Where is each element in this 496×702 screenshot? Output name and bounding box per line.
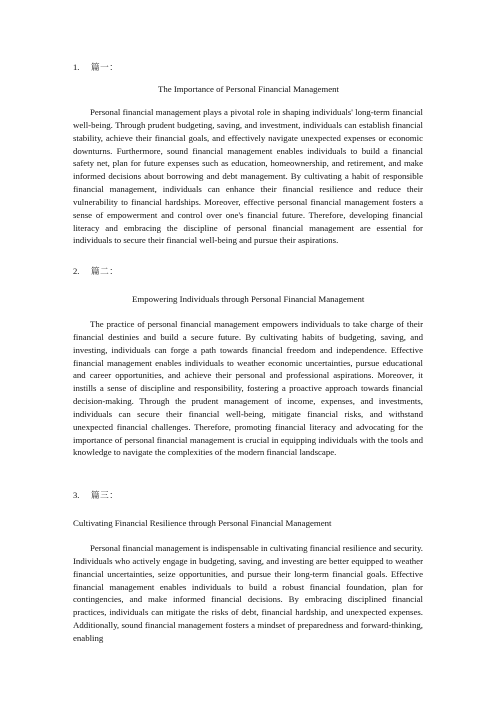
section-3-label: 篇三： [91,490,119,500]
section-2-title: Empowering Individuals through Personal Financial Management [132,294,365,304]
section-3-body: Personal financial management is indispensable in cultivating financial resilience and security. Individuals who actively engage in budgeting, saving, and investing are better equipped to weather financial uncertainties, seize opportunities, and pursue their long-term financial goals. Effective financial management enables individuals to build a robust financial foundation, plan for contingencies, and make informed financial decisions. By embracing disciplined financial practices, individuals can mitigate the risks of debt, financial hardship, and unexpected expenses. Additionally, sound financial management fosters a mindset of preparedness and forward-thinking, enabling [73,543,423,643]
section-2-number: 2. [73,266,80,276]
section-1-label: 篇一： [91,62,119,72]
section-3-number: 3. [73,490,80,500]
section-1-number: 1. [73,62,80,72]
section-2-heading [73,266,118,277]
section-2-body: The practice of personal financial management empowers individuals to take charge of their financial destinies and build a secure future. By cultivating habits of budgeting, saving, and investing, individuals can forge a path towards financial freedom and independence. Effective financial management enables individuals to weather economic uncertainties, pursue educational and career opportunities, and achieve their personal and professional aspirations. Moreover, it instills a sense of discipline and responsibility, fostering a proactive approach towards financial decision-making. Through the prudent management of income, expenses, and investments, individuals can secure their financial well-being, mitigate financial risks, and withstand unexpected financial challenges. Therefore, promoting financial literacy and advocating for the importance of personal financial management is crucial in equipping individuals with the tools and knowledge to navigate the complexities of the modern financial landscape. [73,319,423,458]
section-2-label: 篇二： [91,266,119,276]
section-3-title: Cultivating Financial Resilience through Personal Financial Management [73,518,332,528]
section-1-title: The Importance of Personal Financial Management [158,84,340,94]
section-1-body: Personal financial management plays a pivotal role in shaping individuals' long-term financial well-being. Through prudent budgeting, saving, and investment, individuals can establish financial stability, achieve their financial goals, and effectively navigate unexpected expenses or economic downturns. Furthermore, sound financial management enables individuals to build a financial safety net, plan for future expenses such as education, homeownership, and retirement, and make informed decisions about borrowing and debt management. By cultivating a habit of responsible financial management, individuals can enhance their financial resilience and reduce their vulnerability to financial hardships. Moreover, effective personal financial management fosters a sense of empowerment and control over one's financial future. Therefore, developing financial literacy and embracing the discipline of personal financial management are essential for individuals to secure their financial well-being and pursue their aspirations. [73,107,423,246]
section-3-heading [73,490,118,501]
section-1-heading [73,62,118,73]
